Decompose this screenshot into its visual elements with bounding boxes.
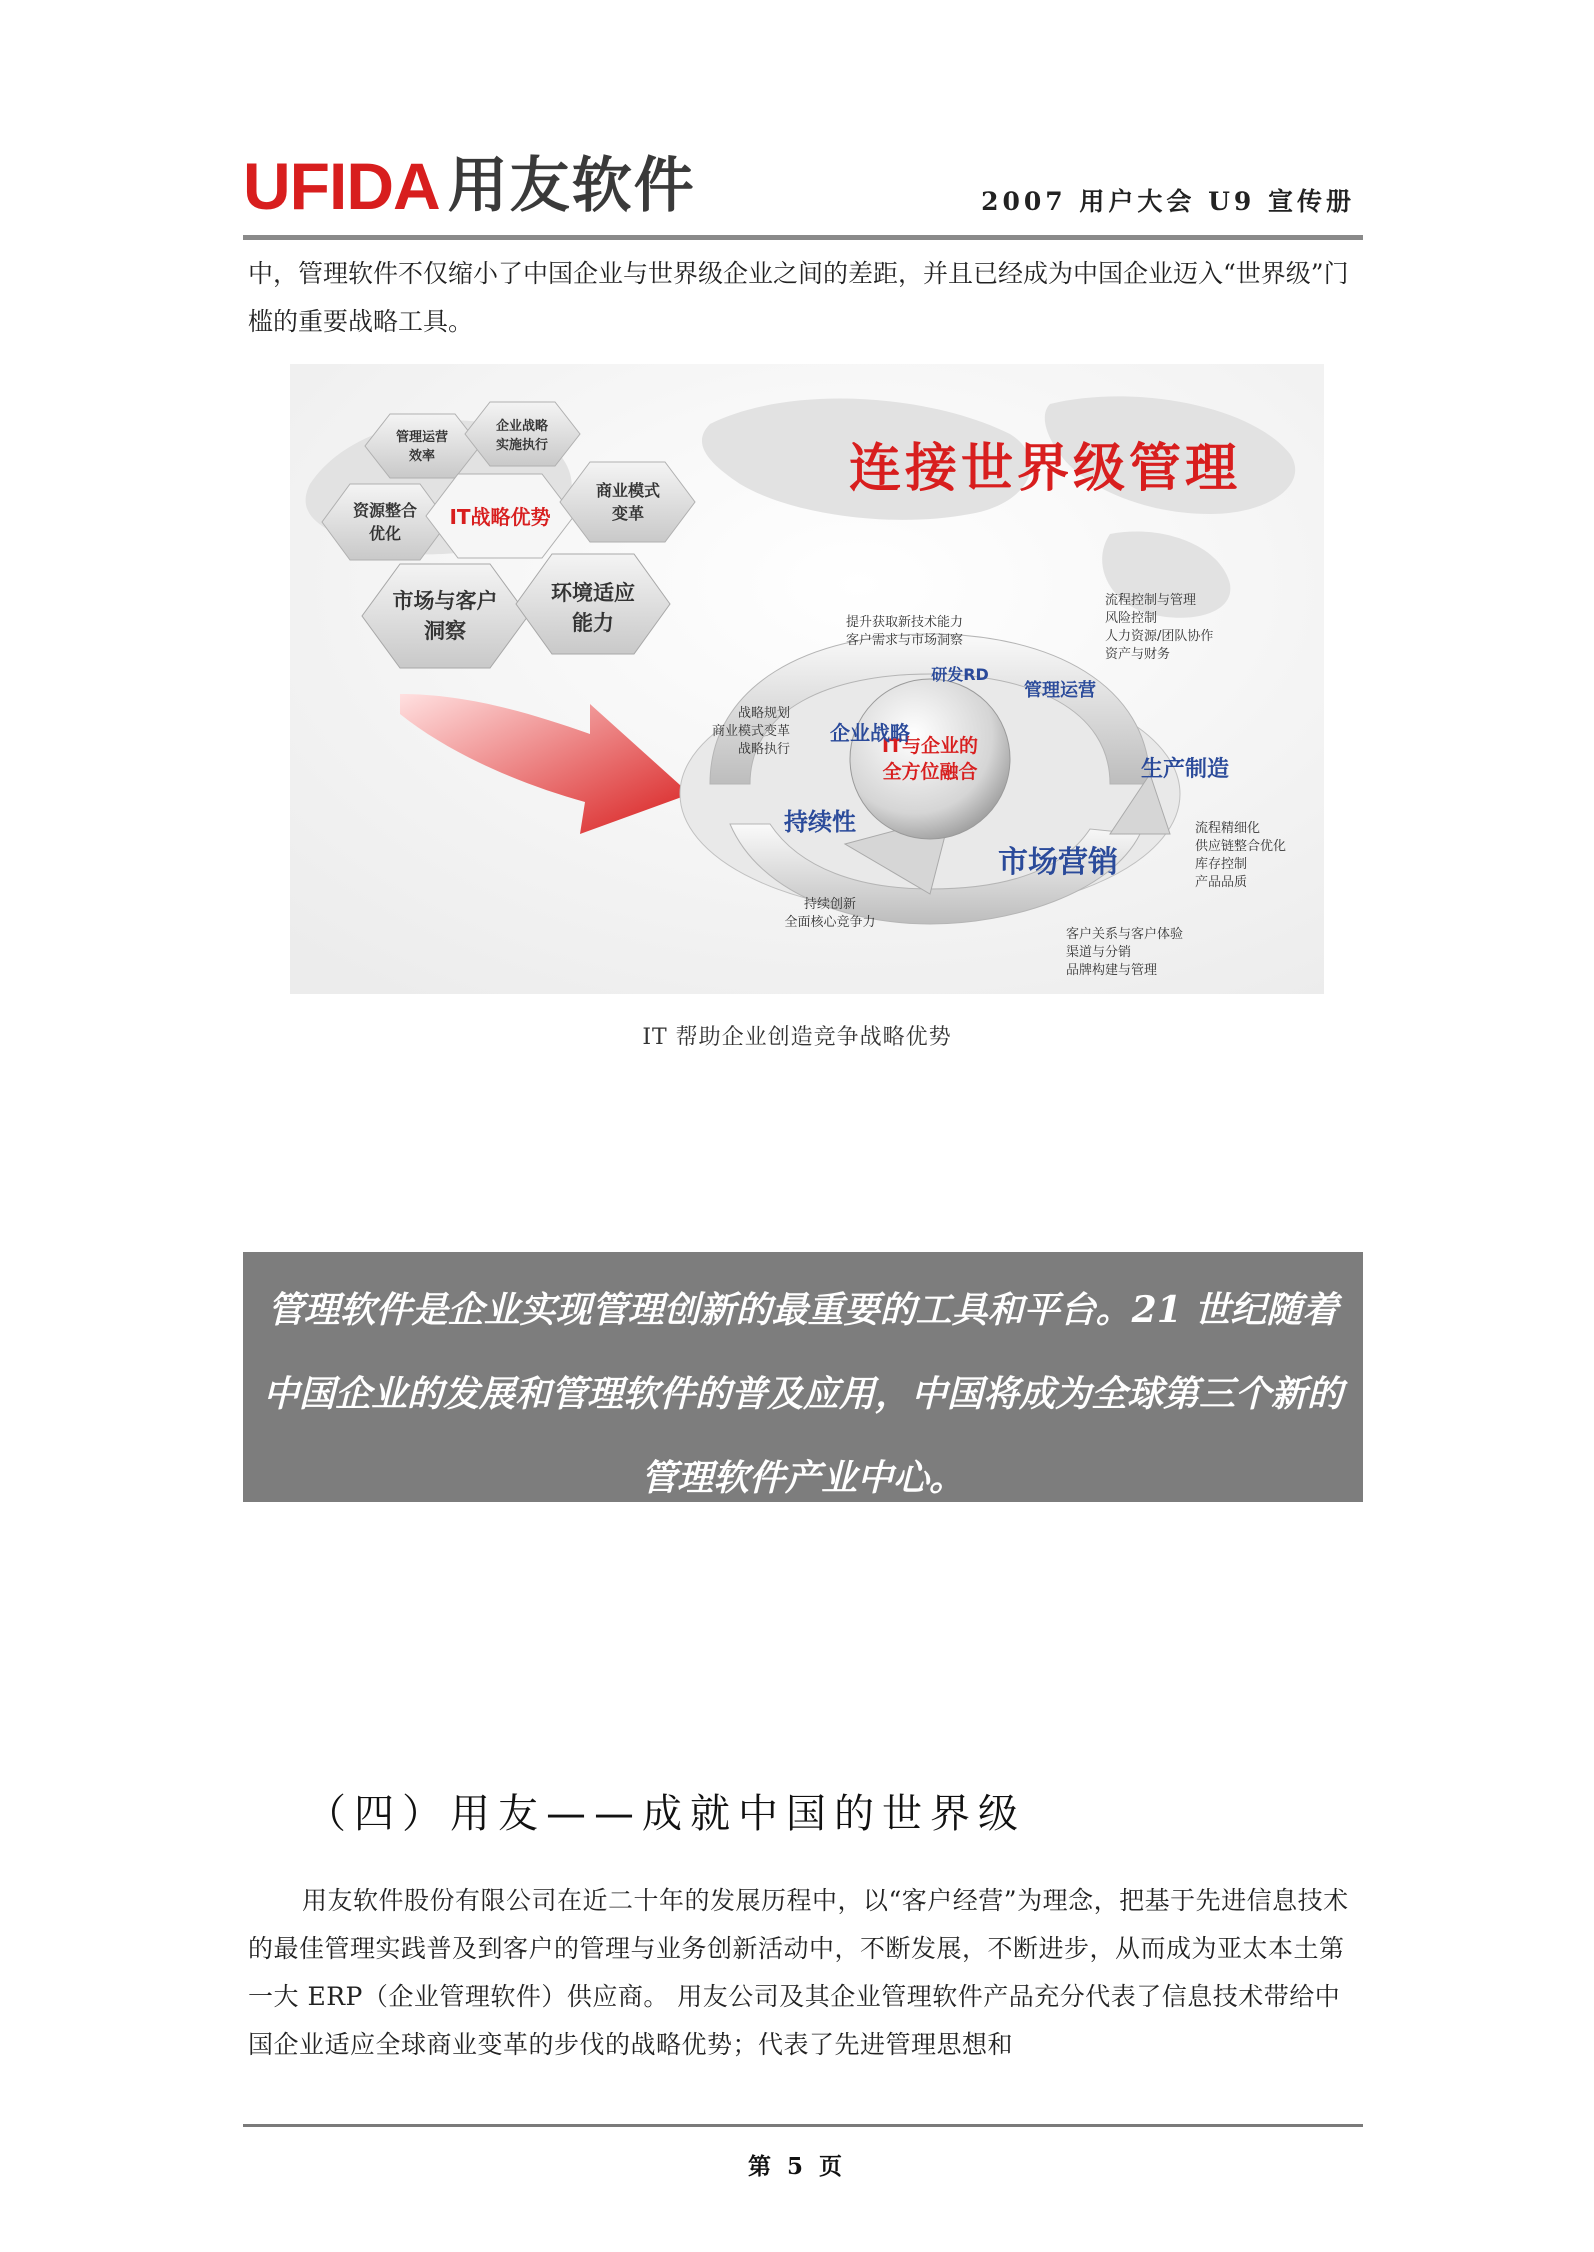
note-sustain-1: 持续创新 xyxy=(803,897,857,912)
note-mfg-1: 流程精细化 xyxy=(1195,821,1261,836)
note-marketing-2: 渠道与分销 xyxy=(1066,945,1132,960)
segment-strategy: 企业战略 xyxy=(830,721,910,745)
cycle-core xyxy=(850,679,1010,839)
section-title: （四）用友——成就中国的世界级 xyxy=(306,1791,1026,1837)
svg-text:实施执行: 实施执行 xyxy=(495,438,549,453)
logo-cjk-text: 用友软件 xyxy=(447,151,696,221)
svg-text:市场与客户: 市场与客户 xyxy=(392,589,498,613)
logo-latin-text: UFIDA xyxy=(243,149,440,223)
segment-ops: 管理运营 xyxy=(1024,680,1096,701)
note-mfg-4: 产品品质 xyxy=(1195,875,1248,890)
note-strategy-1: 战略规划 xyxy=(737,706,790,721)
note-marketing-1: 客户关系与客户体验 xyxy=(1066,927,1184,942)
quote-line-3: 管理软件产业中心。 xyxy=(640,1457,965,1499)
svg-text:优化: 优化 xyxy=(368,524,402,543)
note-rd-2: 客户需求与市场洞察 xyxy=(846,633,964,648)
ufida-logo xyxy=(243,146,696,226)
svg-text:商业模式: 商业模式 xyxy=(595,481,661,500)
note-mfg-3: 库存控制 xyxy=(1195,857,1248,872)
note-ops-2: 风险控制 xyxy=(1105,611,1158,626)
note-strategy-2: 商业模式变革 xyxy=(711,724,790,739)
segment-sustain: 持续性 xyxy=(784,808,856,836)
core-label-line2: 全方位融合 xyxy=(882,761,978,783)
svg-text:管理运营: 管理运营 xyxy=(395,430,449,445)
note-mfg-2: 供应链整合优化 xyxy=(1195,839,1287,854)
quote-line-2: 中国企业的发展和管理软件的普及应用，中国将成为全球第三个新的 xyxy=(262,1373,1343,1415)
note-marketing-3: 品牌构建与管理 xyxy=(1066,963,1158,978)
note-strategy-3: 战略执行 xyxy=(737,742,790,757)
svg-text:企业战略: 企业战略 xyxy=(495,419,549,434)
hex-management-efficiency xyxy=(365,414,480,478)
svg-text:环境适应: 环境适应 xyxy=(551,581,635,605)
note-sustain-2: 全面核心竞争力 xyxy=(784,915,876,930)
svg-text:能力: 能力 xyxy=(572,611,614,635)
note-ops-3: 人力资源/团队协作 xyxy=(1105,629,1214,644)
footer-divider xyxy=(243,2124,1363,2127)
svg-text:效率: 效率 xyxy=(408,449,436,464)
page-header xyxy=(243,140,1363,240)
figure-svg xyxy=(290,364,1324,994)
segment-mfg: 生产制造 xyxy=(1140,757,1230,782)
figure-caption: IT 帮助企业创造竞争战略优势 xyxy=(642,1025,952,1050)
figure-headline: 连接世界级管理 xyxy=(848,438,1242,499)
segment-rd: 研发RD xyxy=(931,665,989,684)
it-strategy-figure xyxy=(290,364,1324,994)
quote-line-1: 管理软件是企业实现管理创新的最重要的工具和平台。21 世纪随着 xyxy=(267,1289,1339,1331)
highlight-quote-box xyxy=(243,1252,1363,1502)
page-number: 第 5 页 xyxy=(747,2153,847,2180)
intro-paragraph: 中，管理软件不仅缩小了中国企业与世界级企业之间的差距，并且已经成为中国企业迈入“世界级”门槛的重要战略工具。 xyxy=(248,259,1349,336)
segment-marketing: 市场营销 xyxy=(998,845,1118,880)
hex-strategy-execution xyxy=(465,402,580,466)
hex-it-strategy-advantage xyxy=(426,474,574,558)
note-ops-1: 流程控制与管理 xyxy=(1105,593,1197,608)
quote-text xyxy=(243,1268,1363,1520)
svg-text:变革: 变革 xyxy=(611,504,645,523)
svg-text:IT战略优势: IT战略优势 xyxy=(449,505,551,529)
note-rd-1: 提升获取新技术能力 xyxy=(846,615,964,630)
core-label-line1: IT与企业的 xyxy=(881,735,979,757)
svg-text:洞察: 洞察 xyxy=(424,619,466,643)
header-divider xyxy=(243,235,1363,240)
header-brochure-title: 2007 用户大会 U9 宣传册 xyxy=(981,187,1355,216)
svg-text:资源整合: 资源整合 xyxy=(352,501,418,520)
note-ops-4: 资产与财务 xyxy=(1105,647,1171,662)
body-paragraph: 用友软件股份有限公司在近二十年的发展历程中，以“客户经营”为理念，把基于先进信息技术的最佳管理实践普及到客户的管理与业务创新活动中，不断发展，不断进步，从而成为亚太本土第一大 ERP（企业管理软件）供应商。 用友公司及其企业管理软件产品充分代表了信息技术带给中国企业适应全球商业变革的步伐的战略优势；代表了先进管理思想和 xyxy=(248,1886,1349,2059)
